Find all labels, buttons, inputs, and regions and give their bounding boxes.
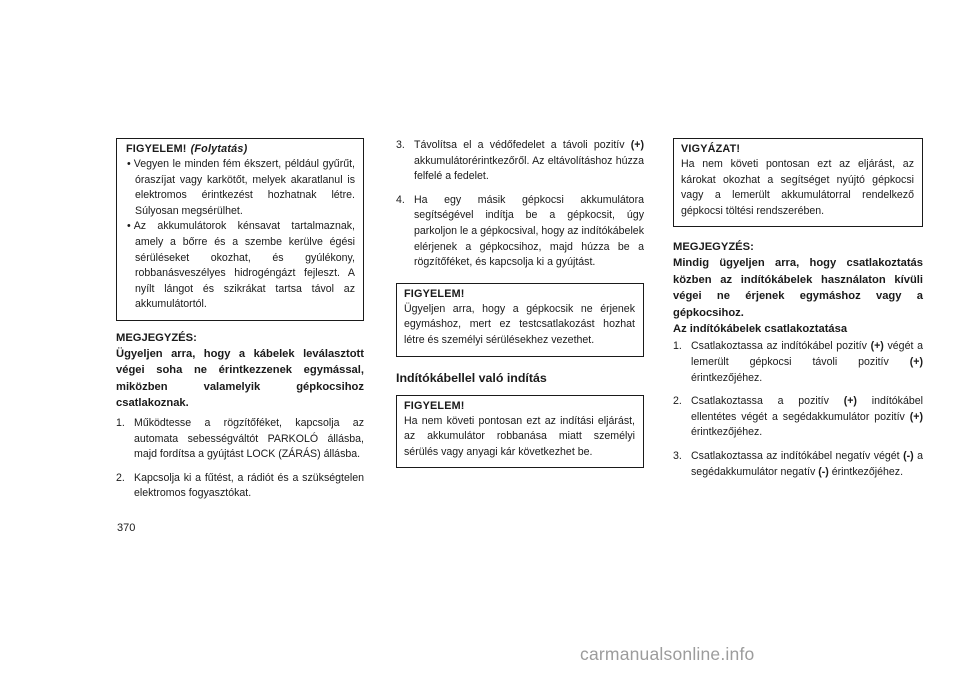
step-text: Csatlakoztassa a pozitív	[691, 395, 829, 408]
step-number: 2.	[673, 395, 682, 408]
caution-text: Ha nem követi pontosan ezt az eljárást, az károkat okozhat a segítséget nyújtó gépkocsi vagy a lemerült akkumulátorral rendelkező gépkocsi töltési rendszerében.	[681, 158, 914, 217]
connect-steps	[673, 339, 923, 480]
step-2	[116, 471, 364, 502]
step-text: indítókábel ellentétes végét a segédakkumulátor pozitív	[691, 395, 924, 423]
page-number: 370	[117, 522, 136, 534]
connect-step-3	[673, 449, 923, 480]
step-text: érintkezőjéhez.	[691, 426, 763, 439]
warning-bullet-2: • Az akkumulátorok kénsavat tartalmaznak, amely a bőrre és a szembe kerülve égési sérüléseket okozhat, és gyúlékony, robbanásveszélyes hidrogéngázt fejleszt. A nyílt lángot és szikrákat tartsa távol az akkumulátortól.	[124, 219, 355, 313]
polarity-symbol: (-)	[818, 465, 829, 478]
caution-box	[673, 138, 923, 227]
watermark: carmanualsonline.info	[580, 644, 755, 664]
step-text: Működtesse a rögzítőféket, kapcsolja az automata sebességváltót PARKOLÓ állásba, majd fordítsa a gyújtást LOCK (ZÁRÁS) állásba.	[134, 416, 364, 461]
steps-list-continued	[396, 138, 644, 271]
continued-label: (Folytatás)	[190, 143, 248, 155]
step-text: Csatlakoztassa az indítókábel negatív végét	[691, 449, 900, 462]
step-text: végét a lemerült gépkocsi távoli pozitív	[691, 340, 923, 368]
warning-title: FIGYELEM!	[404, 399, 465, 412]
warning-box-continued	[116, 138, 364, 321]
step-3	[396, 138, 644, 185]
step-text: Kapcsolja ki a fűtést, a rádiót és a szükségtelen elektromos fogyasztókat.	[134, 471, 364, 500]
connect-step-2	[673, 394, 923, 441]
step-1	[116, 416, 364, 463]
caution-title: VIGYÁZAT!	[681, 143, 741, 155]
section-title: Indítókábellel való indítás	[396, 370, 547, 385]
warning-title-text: FIGYELEM!	[126, 143, 187, 155]
step-text-end: akkumulátorérintkezőről. Az eltávolításhoz húzza felfelé a fedelet.	[414, 154, 644, 183]
polarity-symbol: (+)	[870, 340, 884, 353]
step-text: érintkezőjéhez.	[831, 465, 904, 478]
warning-title: FIGYELEM!	[404, 287, 465, 300]
subheading: Az indítókábelek csatlakoztatása	[673, 323, 848, 336]
positive-symbol: (+)	[630, 139, 644, 151]
step-number: 1.	[673, 340, 682, 353]
left-column	[116, 138, 364, 510]
polarity-symbol: (-)	[903, 449, 914, 462]
step-text-start: Távolítsa el a védőfedelet a távoli pozitív	[414, 139, 625, 151]
step-text: a segédakkumulátor negatív	[691, 449, 924, 478]
step-4	[396, 193, 644, 271]
step-number: 4.	[396, 193, 405, 206]
steps-list	[116, 416, 364, 502]
middle-column	[396, 138, 644, 468]
step-number: 1.	[116, 416, 125, 429]
note-text: Ügyeljen arra, hogy a kábelek leválasztott végei soha ne érintkezzenek egymással, miközben valamelyik gépkocsihoz csatlakoznak.	[116, 347, 364, 410]
step-number: 2.	[116, 471, 125, 484]
warning-box-vehicles	[396, 283, 644, 357]
warning-title	[124, 142, 355, 156]
warning-text: Ügyeljen arra, hogy a gépkocsik ne érjenek egymáshoz, mert ez testcsatlakozást hozhat létre és személyi sérülésekhez vezethet.	[404, 302, 635, 346]
step-text: Ha egy másik gépkocsi akkumulátora segítségével indítja be a gépkocsit, úgy parkoljon le a gépkocsival, hogy az indítókábelek elérjenek a gépkocsihoz, majd húzza be a rögzítőféket, és kapcsolja ki a gyújtást.	[414, 193, 644, 269]
step-text: érintkezőjéhez.	[691, 371, 763, 384]
polarity-symbol: (+)	[843, 395, 857, 408]
step-text: Csatlakoztassa az indítókábel pozitív	[691, 340, 867, 353]
polarity-symbol: (+)	[909, 355, 923, 368]
connect-step-1	[673, 339, 923, 386]
step-number: 3.	[396, 139, 405, 151]
note-heading: MEGJEGYZÉS:	[673, 241, 754, 254]
warning-text: Ha nem követi pontosan ezt az indítási eljárást, az akkumulátor robbanása miatt személyi sérülés vagy anyagi kár következhet be.	[404, 414, 635, 458]
step-number: 3.	[673, 449, 682, 462]
right-column	[673, 138, 923, 488]
note-text: Mindig ügyeljen arra, hogy csatlakoztatás közben az indítókábelek használaton kívüli végei ne érjenek egymáshoz vagy a gépkocsihoz.	[673, 257, 923, 319]
warning-bullets	[124, 157, 355, 313]
warning-bullet-1: • Vegyen le minden fém ékszert, például gyűrűt, óraszíjat vagy karkötőt, melyek akaratlanul is elektromos érintkezést hozhatnak létre. Súlyosan megsérülhet.	[124, 157, 355, 219]
note-heading: MEGJEGYZÉS:	[116, 331, 197, 344]
polarity-symbol: (+)	[909, 410, 923, 423]
warning-box-procedure	[396, 395, 644, 469]
